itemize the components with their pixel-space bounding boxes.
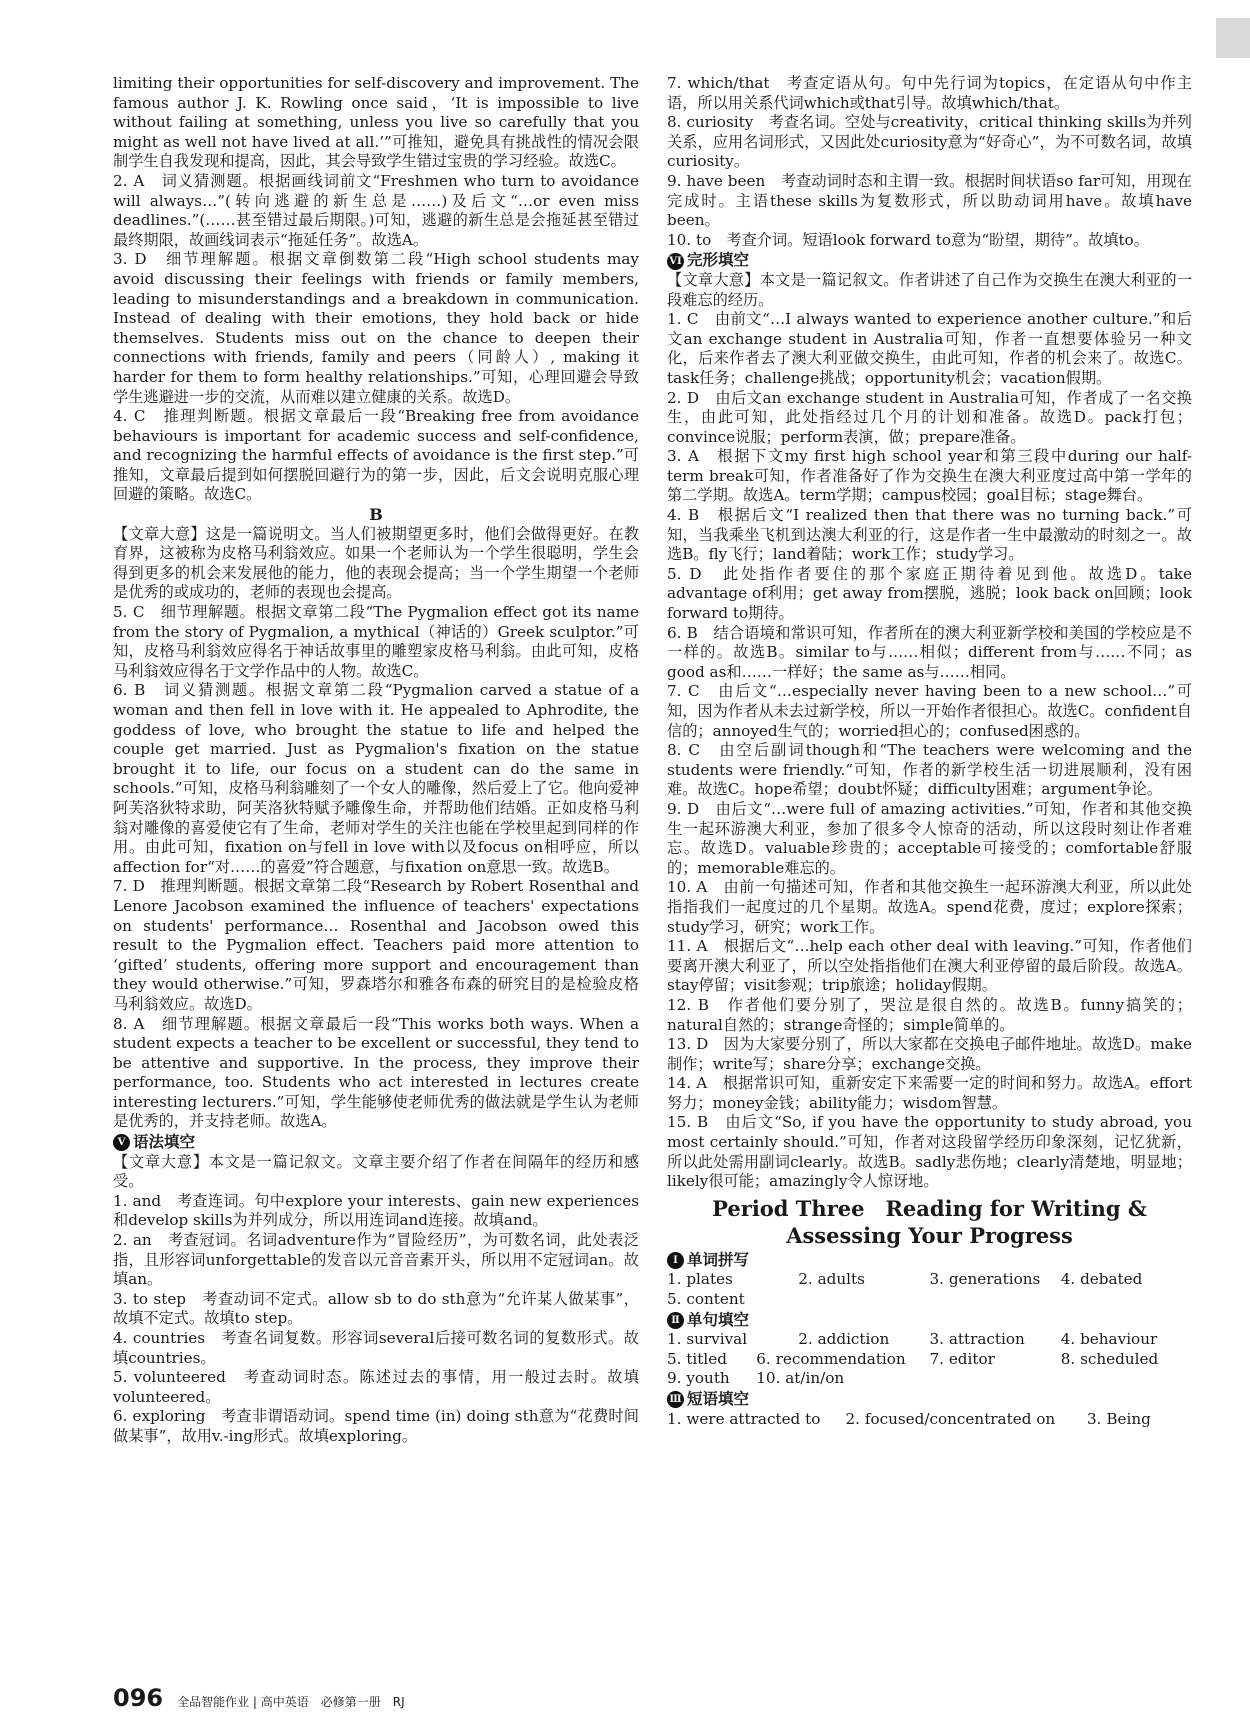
section-1-heading (667, 1251, 1192, 1271)
answer-item: 8. scheduled (1060, 1349, 1159, 1368)
right-paragraph: 2. D 由后文an exchange student in Australia可知，作者成了一名交换生，由此可知，此处指经过几个月的计划和准备。故选D。pack打包；convince说服；perform表演，做；prepare准备。 (667, 388, 1192, 446)
answer-item: 5. titled (667, 1349, 727, 1368)
right-paragraph: 8. curiosity 考查名词。空处与creativity，critical thinking skills为并列关系，应用名词形式，又因此处curiosity意为“好奇心”，为不可数名词，故填curiosity。 (667, 113, 1192, 171)
left-paragraph: 3. to step 考查动词不定式。allow sb to do sth意为“允许某人做某事”，故填不定式。故填to step。 (113, 1289, 639, 1328)
right-paragraph: 【文章大意】本文是一篇记叙文。作者讲述了自己作为交换生在澳大利亚的一段难忘的经历。 (667, 270, 1192, 309)
answer-item: 1. were attracted to (667, 1409, 821, 1428)
left-paragraph: 5. volunteered 考查动词时态。陈述过去的事情，用一般过去时。故填volunteered。 (113, 1368, 639, 1406)
left-paragraph: 6. exploring 考查非谓语动词。spend time (in) doing sth意为“花费时间做某事”，故用v.-ing形式。故填exploring。 (113, 1407, 639, 1445)
section-number: Ⅱ (667, 1312, 684, 1329)
left-paragraph: 【文章大意】这是一篇说明文。当人们被期望更多时，他们会做得更好。在教育界，这被称为皮格马利翁效应。如果一个老师认为一个学生很聪明，学生会得到更多的机会来发展他的能力，他的表现会提高；当一个学生期望一个老师是优秀的或成功的，老师的表现也会提高。 (113, 524, 639, 602)
section-number: VI (667, 253, 684, 270)
section-3-heading (667, 1390, 1192, 1410)
section-number: V (113, 1134, 130, 1151)
left-paragraph: 2. A 词义猜测题。根据画线词前文“Freshmen who turn to avoidance will always…”(转向逃避的新生总是……)及后文“…or even miss deadlines.”(……甚至错过最后期限。)可知，逃避的新生总是会拖延甚至错过最终期限，故画线词表示“拖延任务”。故选A。 (113, 171, 639, 249)
answer-item: 2. addiction (798, 1330, 890, 1349)
answer-item: 6. recommendation (756, 1349, 906, 1368)
right-paragraph: 9. have been 考查动词时态和主谓一致。根据时间状语so far可知，用现在完成时。主语these skills为复数形式，所以助动词用have。故填have been。 (667, 171, 1192, 230)
page-footer (113, 1684, 405, 1712)
left-paragraph: 【文章大意】本文是一篇记叙文。文章主要介绍了作者在间隔年的经历和感受。 (113, 1152, 639, 1191)
answer-item: 4. debated (1060, 1270, 1143, 1289)
right-paragraph: 10. A 由前一句描述可知，作者和其他交换生一起环游澳大利亚，所以此处指指我们一起度过的几个星期。故选A。spend花费，度过；explore探索；study学习，研究；work工作。 (667, 878, 1192, 936)
left-paragraph: 7. D 推理判断题。根据文章第二段“Research by Robert Rosenthal and Lenore Jacobson examined the influence of teachers' expectations on students' performance… Rosenthal and Jacobson owed this result to the Pygmalion effect. Teachers paid more attention to ‘gifted’ students, offering more support and encouragement than they would otherwise.”可知，罗森塔尔和雅各布森的研究目的是检验皮格马利翁效应。故选D。 (113, 877, 639, 1013)
answer-item: 2. adults (798, 1270, 865, 1289)
left-paragraph: limiting their opportunities for self-discovery and improvement. The famous author J. K. Rowling once said，‘It is impossible to live without failing at something, unless you live so carefully that you might as well not have lived at all.’”可推知，避免具有挑战性的情况会限制学生自我发现和提高，因此，其会导致学生错过宝贵的学习经验。故选C。 (113, 74, 639, 171)
section-title: 语法填空 (133, 1133, 196, 1152)
right-paragraph: 6. B 结合语境和常识可知，作者所在的澳大利亚新学校和美国的学校应是不一样的。故选B。similar to与……相似；different from与……不同；as good as和……一样好；the same as与……相同。 (667, 623, 1192, 681)
period-title: Period Three Reading for Writing & Assessing Your Progress (712, 1195, 1147, 1248)
answer-item: 4. behaviour (1060, 1330, 1158, 1349)
right-paragraph: 1. C 由前文“…I always wanted to experience another culture.”和后文an exchange student in Australia可知，作者一直想要体验另一种文化，后来作者去了澳大利亚做交换生，由此可知，作者的机会来了。故选C。task任务；challenge挑战；opportunity机会；vacation假期。 (667, 310, 1192, 387)
left-paragraph: 8. A 细节理解题。根据文章最后一段“This works both ways. When a student expects a teacher to be excellent or successful, they tend to be attentive and supportive. In the process, they improve their performance, too. Students who act interested in lectures create interesting lecturers.”可知，学生能够使老师优秀的做法就是学生认为老师是优秀的，并支持老师。故选A。 (113, 1014, 639, 1131)
answer-item: 2. focused/concentrated on (845, 1409, 1056, 1428)
answer-item: 10. at/in/on (756, 1369, 845, 1388)
section-title: 单句填空 (687, 1310, 750, 1329)
right-paragraph: 3. A 根据下文my first high school year和第三段中during our half-term break可知，作者准备好了作为交换生在澳大利亚度过高中第一学年的第二学期。故选A。term学期；campus校园；goal目标；stage舞台。 (667, 447, 1192, 505)
answer-item: 3. Being (1087, 1409, 1151, 1428)
section-title: 完形填空 (687, 251, 750, 270)
section-v-heading (113, 1133, 639, 1153)
right-paragraph: 12. B 作者他们要分别了，哭泣是很自然的。故选B。funny搞笑的；natural自然的；strange奇怪的；simple简单的。 (667, 995, 1192, 1034)
section-title: 单词拼写 (687, 1250, 750, 1269)
right-paragraph: 4. B 根据后文“I realized then that there was no turning back.”可知，当我乘坐飞机到达澳大利亚的行，这是作者一生中最激动的时刻之一。故选B。fly飞行；land着陆；work工作；study学习。 (667, 506, 1192, 564)
answer-item: 1. survival (667, 1330, 748, 1349)
answer-item: 9. youth (667, 1369, 730, 1388)
answer-item: 1. plates (667, 1270, 733, 1289)
right-paragraph: 5. D 此处指作者要住的那个家庭正期待着见到他。故选D。take advantage of利用；get away from摆脱，逃脱；look back on回顾；look forward to期待。 (667, 564, 1192, 623)
left-paragraph: 4. C 推理判断题。根据文章最后一段“Breaking free from avoidance behaviours is important for academic success and self-confidence, and recognizing the harmful effects of avoidance is the first step.”可推知，文章最后提到如何摆脱回避行为的第一步，因此，后文会说明克服心理回避的策略。故选C。 (113, 407, 639, 504)
right-paragraph: 9. D 由后文“…were full of amazing activities.”可知，作者和其他交换生一起环游澳大利亚，参加了很多令人惊奇的活动，所以这段时刻让作者难忘。故选D。valuable珍贵的；acceptable可接受的；comfortable舒服的；memorable难忘的。 (667, 799, 1192, 877)
left-paragraph: 4. countries 考查名词复数。形容词several后接可数名词的复数形式。故填countries。 (113, 1329, 639, 1367)
answer-row (667, 1270, 1192, 1290)
right-column (667, 74, 1192, 1429)
left-paragraph: 1. and 考查连词。句中explore your interests、gain new experiences和develop skills为并列成分，所以用连词and连接。故填and。 (113, 1191, 639, 1230)
book-info: 全品智能作业 | 高中英语 必修第一册 RJ (177, 1695, 405, 1709)
corner-tab (1216, 18, 1250, 58)
right-paragraph: 7. C 由后文“…especially never having been to a new school…”可知，因为作者从未去过新学校，所以一开始作者很担心。故选C。confident自信的；annoyed生气的；worried担心的；confused困惑的。 (667, 682, 1192, 740)
answer-row (667, 1350, 1192, 1370)
left-paragraph: 2. an 考查冠词。名词adventure作为“冒险经历”，为可数名词，此处表泛指，且形容词unforgettable的发音以元音音素开头，所以用不定冠词an。故填an。 (113, 1231, 639, 1289)
right-paragraph: 13. D 因为大家要分别了，所以大家都在交换电子邮件地址。故选D。make制作；write写；share分享；exchange交换。 (667, 1035, 1192, 1073)
section-title: 短语填空 (687, 1390, 750, 1408)
answer-row (667, 1369, 1192, 1389)
answer-item: 7. editor (929, 1349, 995, 1368)
right-paragraph: 15. B 由后文“So, if you have the opportunity to study abroad, you most certainly should.”可知，作者对这段留学经历印象深刻，记忆犹新，所以此处需用副词clearly。故选B。sadly悲伤地；clearly清楚地，明显地；likely很可能；amazingly令人惊讶地。 (667, 1113, 1192, 1191)
answer-row (667, 1290, 1192, 1310)
section-number: Ⅲ (667, 1391, 684, 1408)
section-vi-heading (667, 251, 1192, 271)
right-paragraph: 8. C 由空后副词though和“The teachers were welcoming and the students were friendly.”可知，作者的新学校生活一切进展顺利，没有困难。故选C。hope希望；doubt怀疑；difficulty困难；argument争论。 (667, 741, 1192, 799)
right-paragraph: 11. A 根据后文“…help each other deal with leaving.”可知，作者他们要离开澳大利亚了，所以空处指指他们在澳大利亚停留的最后阶段。故选A。stay停留；visit参观；trip旅途；holiday假期。 (667, 937, 1192, 995)
left-paragraph: 3. D 细节理解题。根据文章倒数第二段“High school students may avoid discussing their feelings with friends or family members, leading to misunderstandings and a breakdown in communication. Instead of dealing with their emotions, they hold back or hide themselves. Students miss out on the chance to deepen their connections with friends, family and peers（同龄人）, making it harder for them to form healthy relationships.”可知，心理回避会导致学生逃避进一步的交流，从而难以建立健康的关系。故选D。 (113, 250, 639, 406)
left-paragraph: 6. B 词义猜测题。根据文章第二段“Pygmalion carved a statue of a woman and then fell in love with it. He appealed to Aphrodite, the goddess of love, who brought the statue to life and helped the couple get married. Just as Pygmalion's fixation on the statue brought it to life, our focus on a student can do the same in schools.”可知，皮格马利翁雕刻了一个女人的雕像，然后爱上了它。他向爱神阿芙洛狄特求助，阿芙洛狄特赋予雕像生命，并帮助他们结婚。正如皮格马利翁对雕像的喜爱使它有了生命，老师对学生的关注也能在学校里起到同样的作用。由此可知，fixation on与fell in love with以及focus on相呼应，所以affection for“对……的喜爱”符合题意，与fixation on意思一致。故选B。 (113, 681, 639, 876)
section-number: Ⅰ (667, 1252, 684, 1269)
left-paragraph: 5. C 细节理解题。根据文章第二段“The Pygmalion effect got its name from the story of Pygmalion, a mythical（神话的）Greek sculptor.”可知，皮格马利翁效应得名于神话故事里的雕塑家皮格马利翁。由此可知，皮格马利翁效应得名于文学作品中的人物。故选C。 (113, 603, 639, 680)
answer-item: 3. generations (929, 1270, 1041, 1289)
section-2-heading (667, 1311, 1192, 1331)
page-number: 096 (113, 1684, 164, 1712)
right-paragraph: 14. A 根据常识可知，重新安定下来需要一定的时间和努力。故选A。effort努力；money金钱；ability能力；wisdom智慧。 (667, 1074, 1192, 1112)
right-paragraph: 7. which/that 考查定语从句。句中先行词为topics，在定语从句中作主语，所以用关系代词which或that引导。故填which/that。 (667, 74, 1192, 112)
section-b-heading: B (369, 505, 383, 525)
answer-item: 5. content (667, 1290, 745, 1309)
answer-item: 3. attraction (929, 1330, 1025, 1349)
left-column (113, 74, 639, 1447)
answer-row (667, 1330, 1192, 1350)
right-paragraph: 10. to 考查介词。短语look forward to意为“盼望，期待”。故填to。 (667, 230, 1149, 249)
answer-row (667, 1410, 1192, 1430)
